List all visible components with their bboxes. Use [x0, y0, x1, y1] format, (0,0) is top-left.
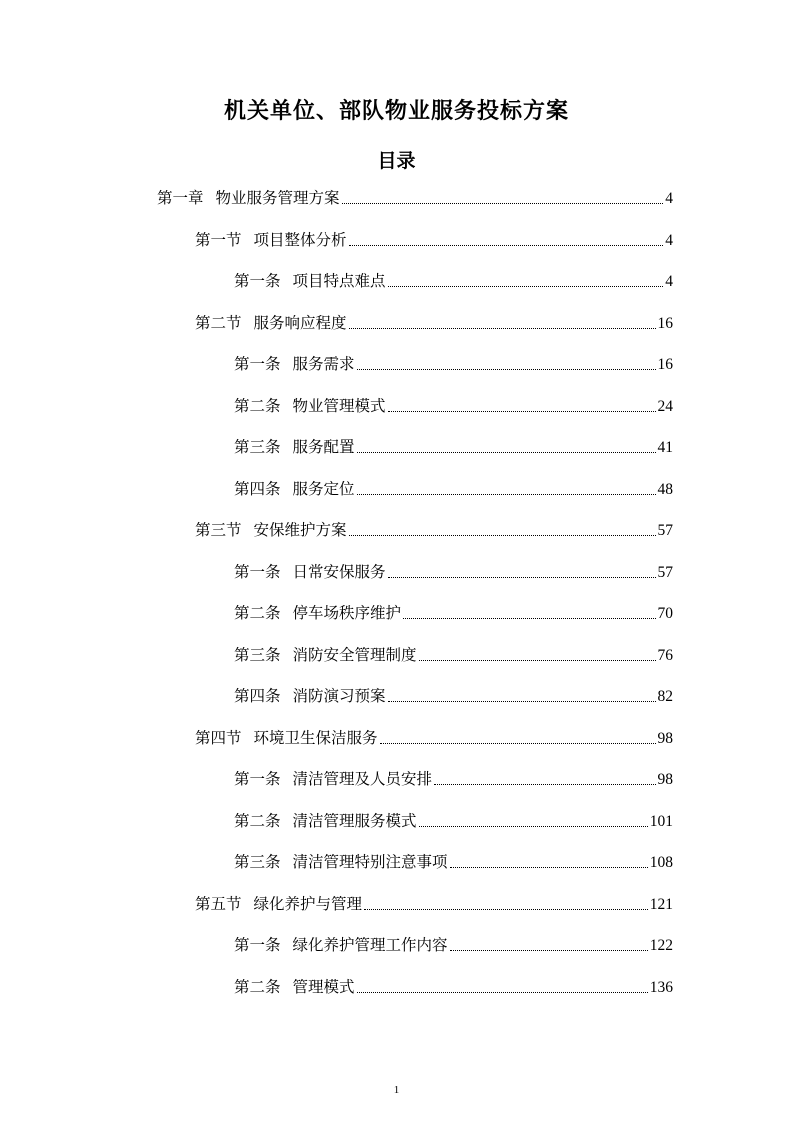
dot-leader — [357, 369, 656, 370]
toc-entry-page: 76 — [657, 647, 673, 664]
dot-leader — [450, 867, 648, 868]
toc-entry-title: 管理模式 — [292, 978, 355, 996]
toc-entry-article[interactable] — [234, 352, 673, 376]
toc-entry-prefix: 第三节 — [195, 521, 242, 539]
toc-entry-section[interactable] — [195, 311, 673, 335]
dot-leader — [349, 535, 656, 536]
dot-leader — [450, 950, 648, 951]
document-title: 机关单位、部队物业服务投标方案 — [223, 99, 569, 124]
toc-entry-prefix: 第四节 — [195, 729, 242, 747]
toc-entry-prefix: 第四条 — [234, 687, 281, 705]
toc-entry-title: 环境卫生保洁服务 — [253, 729, 378, 747]
toc-entry-prefix: 第四条 — [234, 480, 281, 498]
dot-leader — [434, 784, 655, 785]
toc-entry-prefix: 第一节 — [195, 231, 242, 249]
page-number: 1 — [393, 1084, 400, 1096]
toc-entry-article[interactable] — [234, 269, 673, 293]
toc-entry-page: 48 — [657, 481, 673, 498]
toc-entry-title: 安保维护方案 — [253, 521, 347, 539]
toc-entry-section[interactable] — [195, 892, 673, 916]
toc-entry-title: 停车场秩序维护 — [292, 604, 402, 622]
toc-entry-page: 70 — [657, 605, 673, 622]
toc-entry-prefix: 第二条 — [234, 812, 281, 830]
toc-entry-prefix: 第二条 — [234, 397, 281, 415]
dot-leader — [349, 245, 664, 246]
toc-entry-prefix: 第二节 — [195, 314, 242, 332]
toc-entry-section[interactable] — [195, 518, 673, 542]
toc-entry-prefix: 第一条 — [234, 272, 281, 290]
toc-entry-prefix: 第五节 — [195, 895, 242, 913]
toc-entry-title: 消防演习预案 — [292, 687, 386, 705]
toc-entry-article[interactable] — [234, 684, 673, 708]
toc-heading: 目录 — [377, 150, 416, 172]
toc-entry-title: 消防安全管理制度 — [292, 646, 417, 664]
toc-entry-section[interactable] — [195, 726, 673, 750]
toc-entry-chapter[interactable] — [157, 186, 673, 210]
toc-entry-title: 物业服务管理方案 — [215, 189, 340, 207]
toc-entry-title: 服务定位 — [292, 480, 355, 498]
toc-entry-article[interactable] — [234, 435, 673, 459]
toc-entry-title: 日常安保服务 — [292, 563, 386, 581]
toc-entry-article[interactable] — [234, 560, 673, 584]
toc-entry-article[interactable] — [234, 767, 673, 791]
toc-entry-page: 57 — [657, 564, 673, 581]
dot-leader — [357, 494, 656, 495]
toc-entry-article[interactable] — [234, 809, 673, 833]
dot-leader — [403, 618, 655, 619]
toc-entry-prefix: 第三条 — [234, 853, 281, 871]
toc-entry-page: 4 — [665, 190, 673, 207]
toc-entry-prefix: 第一条 — [234, 770, 281, 788]
dot-leader — [419, 826, 648, 827]
toc-entry-prefix: 第一章 — [157, 189, 204, 207]
toc-entry-page: 57 — [657, 522, 673, 539]
toc-entry-title: 清洁管理特别注意事项 — [292, 853, 448, 871]
toc-entry-page: 98 — [657, 730, 673, 747]
toc-entry-page: 41 — [657, 439, 673, 456]
toc-entry-title: 服务需求 — [292, 355, 355, 373]
toc-entry-prefix: 第三条 — [234, 438, 281, 456]
toc-entry-page: 24 — [657, 398, 673, 415]
dot-leader — [419, 660, 656, 661]
dot-leader — [380, 743, 656, 744]
toc-entry-page: 108 — [649, 854, 673, 871]
toc-entry-page: 136 — [649, 979, 673, 996]
dot-leader — [388, 286, 664, 287]
dot-leader — [357, 992, 648, 993]
toc-entry-prefix: 第二条 — [234, 978, 281, 996]
toc-entry-article[interactable] — [234, 601, 673, 625]
toc-entry-page: 98 — [657, 771, 673, 788]
toc-entry-title: 服务配置 — [292, 438, 355, 456]
toc-entry-title: 项目特点难点 — [292, 272, 386, 290]
toc-entry-page: 82 — [657, 688, 673, 705]
toc-entry-title: 清洁管理及人员安排 — [292, 770, 433, 788]
toc-entry-prefix: 第二条 — [234, 604, 281, 622]
toc-entry-prefix: 第一条 — [234, 936, 281, 954]
toc-entry-page: 101 — [649, 813, 673, 830]
toc-entry-prefix: 第一条 — [234, 563, 281, 581]
toc-entry-title: 清洁管理服务模式 — [292, 812, 417, 830]
toc-entry-article[interactable] — [234, 975, 673, 999]
toc-entry-article[interactable] — [234, 394, 673, 418]
toc-entry-prefix: 第一条 — [234, 355, 281, 373]
toc-entry-title: 服务响应程度 — [253, 314, 347, 332]
toc-entry-title: 物业管理模式 — [292, 397, 386, 415]
dot-leader — [357, 452, 656, 453]
toc-entry-article[interactable] — [234, 643, 673, 667]
dot-leader — [388, 577, 656, 578]
toc-entry-prefix: 第三条 — [234, 646, 281, 664]
toc-entry-page: 122 — [649, 937, 673, 954]
toc-entry-page: 16 — [657, 315, 673, 332]
dot-leader — [342, 203, 664, 204]
toc-entry-page: 4 — [665, 232, 673, 249]
toc-entry-title: 项目整体分析 — [253, 231, 347, 249]
dot-leader — [388, 701, 656, 702]
dot-leader — [349, 328, 656, 329]
toc-entry-section[interactable] — [195, 228, 673, 252]
toc-entry-title: 绿化养护管理工作内容 — [292, 936, 448, 954]
dot-leader — [388, 411, 656, 412]
toc-entry-page: 4 — [665, 273, 673, 290]
toc-entry-article[interactable] — [234, 850, 673, 874]
toc-entry-page: 16 — [657, 356, 673, 373]
toc-entry-page: 121 — [649, 896, 673, 913]
toc-entry-title: 绿化养护与管理 — [253, 895, 363, 913]
toc-entry-article[interactable] — [234, 477, 673, 501]
dot-leader — [364, 909, 648, 910]
toc-entry-article[interactable] — [234, 933, 673, 957]
